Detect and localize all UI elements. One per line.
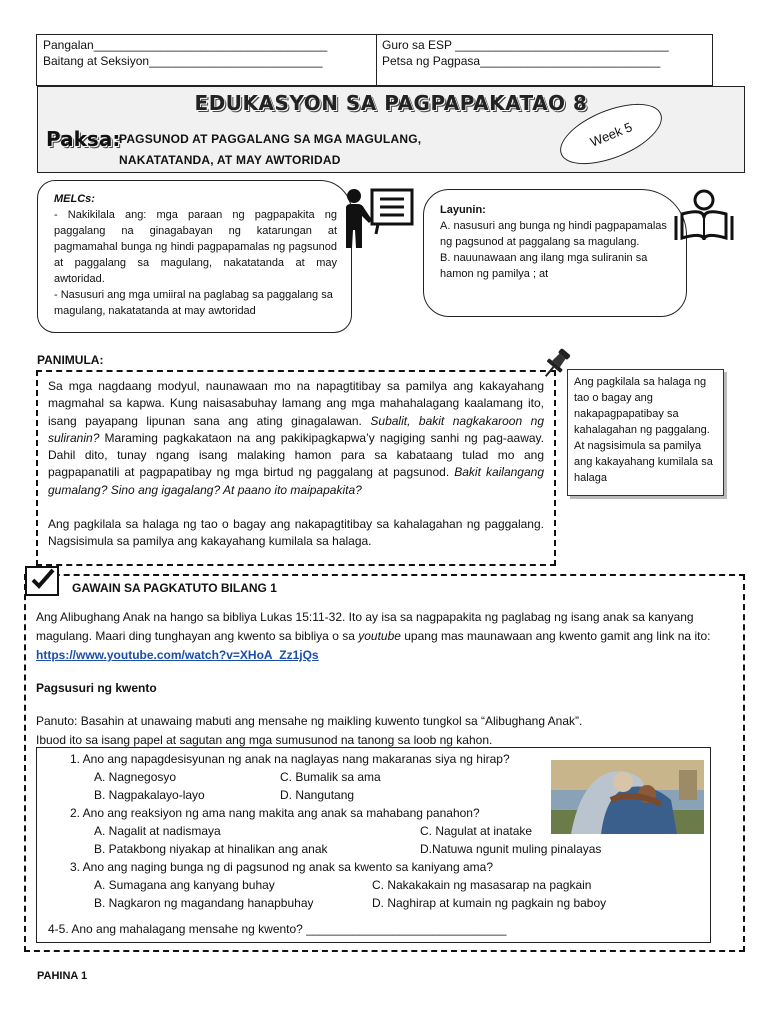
panuto-line-1: Panuto: Basahin at unawaing mabuti ang mensahe ng maikling kuwento tungkol sa “Alibughang Anak”. <box>36 714 583 728</box>
layunin-item-a: A. nasusuri ang bunga ng hindi pagpapamalas ng pagsunod at paggalang sa magulang. <box>440 220 667 248</box>
week-label: Week 5 <box>587 118 635 150</box>
question-4-5[interactable]: 4-5. Ano ang mahalagang mensahe ng kwento? ______________________________ <box>48 922 507 936</box>
petsa-field[interactable]: Petsa ng Pagpasa___________________________ <box>382 54 661 68</box>
page-title: EDUKASYON SA PAGPAPAKATAO 8 <box>194 91 588 115</box>
question-3: 3. Ano ang naging bunga ng di pagsunod ng anak sa kwento sa kaniyang ama? <box>70 860 493 874</box>
melcs-title: MELCs: <box>54 193 95 205</box>
gawain-title: GAWAIN SA PAGKATUTO BILANG 1 <box>72 581 277 595</box>
baitang-seksiyon-field[interactable]: Baitang at Seksiyon__________________________ <box>43 54 323 68</box>
question-2-option-b[interactable]: B. Patakbong niyakap at hinalikan ang anak <box>94 842 328 856</box>
paksa-line-2: NAKATATANDA, AT MAY AWTORIDAD <box>119 153 341 167</box>
panimula-label: PANIMULA: <box>37 353 104 367</box>
question-1-option-b[interactable]: B. Nagpakalayo-layo <box>94 788 205 802</box>
pangalan-field[interactable]: Pangalan___________________________________ <box>43 38 328 52</box>
page-number: PAHINA 1 <box>37 970 88 982</box>
guro-field[interactable]: Guro sa ESP ________________________________ <box>382 38 669 52</box>
layunin-box <box>423 189 687 317</box>
panimula-box <box>36 370 556 566</box>
sticky-note <box>567 369 724 496</box>
checkbox-icon <box>25 566 59 596</box>
layunin-title: Layunin: <box>440 204 486 216</box>
question-3-option-a[interactable]: A. Sumagana ang kanyang buhay <box>94 878 275 892</box>
question-3-option-d[interactable]: D. Naghirap at kumain ng pagkain ng baboy <box>372 896 607 910</box>
melcs-box <box>37 180 352 333</box>
panimula-paragraph-1: Sa mga nagdaang modyul, naunawaan mo na napagtitibay sa pamilya ang kakayahang magmahal sa kapwa. Kung naisasabuhay lamang ang mga mahahalagang kaalamang ito, isang payapang lipunan sana ang ating ginagalawan. Subalit, bakit nagkakaroon ng suliranin? Maraming pagkakataon na ang pakikipagkapwa’y nagiging sanhi ng pag-aaway. Dahil dito, tunay ngang isang malaking hamon para sa kabataang tulad mo ang pagpapanatili at pagpapatibay ng mga birtud ng paggalang at pagsunod. Bakit kailangang gumalang? Sino ang igagalang? At paano ito maipapakita? <box>48 379 545 497</box>
question-3-option-b[interactable]: B. Nagkaron ng magandang hanapbuhay <box>94 896 314 910</box>
panuto-line-2: Ibuod ito sa isang papel at sagutan ang mga sumusunod na tanong sa loob ng kahon. <box>36 733 493 747</box>
prodigal-son-illustration <box>551 760 704 834</box>
question-1: 1. Ano ang napagdesisyunan ng anak na naglayas nang makaranas siya ng hirap? <box>70 752 510 766</box>
paksa-line-1: PAGSUNOD AT PAGGALANG SA MGA MAGULANG, <box>119 132 422 146</box>
question-2-option-a[interactable]: A. Nagalit at nadismaya <box>94 824 221 838</box>
teacher-board-icon <box>342 186 416 250</box>
paksa-label: Paksa: <box>46 127 121 151</box>
question-1-option-d[interactable]: D. Nangutang <box>280 788 355 802</box>
question-1-option-c[interactable]: C. Bumalik sa ama <box>280 770 381 784</box>
melcs-item-1: - Nakikilala ang: mga paraan ng pagpapakita ng paggalang na ginagabayan ng katarungan at pagmamahal bunga ng hindi pagpapamalas ng pagsunod at paggalang sa magulang, nakatatanda at may awtoridad. <box>54 209 337 285</box>
questions-box <box>36 747 711 943</box>
panimula-paragraph-2: Ang pagkilala sa halaga ng tao o bagay ang nakapagtitibay sa kahalagahan ng paggalang. Nagsisimula sa pamilya ang kakayahang kumilala sa halaga. <box>48 517 544 549</box>
student-info-box <box>36 34 713 86</box>
info-divider <box>376 35 377 85</box>
sticky-note-text: Ang pagkilala sa halaga ng tao o bagay ang nakapagpapatibay sa kahalagahan ng paggalang. At nagsisimula sa pamilya ang kakayahang kumilala sa halaga <box>574 376 713 484</box>
layunin-item-b: B. nauunawaan ang ilang mga suliranin sa hamon ng pamilya ; at <box>440 252 648 280</box>
question-2-option-d[interactable]: D.Natuwa ngunit muling pinalayas <box>420 842 602 856</box>
gawain-intro: Ang Alibughang Anak na hango sa bibliya Lukas 15:11-32. Ito ay isa sa nagpapakita ng paglabag ng isang anak sa kanyang magulang. Maari ding tunghayan ang kwento sa bibliya o sa youtube upang mas maunawaan ang kwento gamit ang link na ito: https://www.youtube.com/watch?v=XHoA_Zz1jQs <box>36 610 711 662</box>
question-1-option-a[interactable]: A. Nagnegosyo <box>94 770 177 784</box>
question-2: 2. Ano ang reaksiyon ng ama nang makita ang anak sa mahabang panahon? <box>70 806 480 820</box>
question-3-option-c[interactable]: C. Nakakakain ng masasarap na pagkain <box>372 878 592 892</box>
melcs-item-2: - Nasusuri ang mga umiiral na paglabag sa paggalang sa magulang, nakatatanda at may awtoridad <box>54 289 333 317</box>
pagsusuri-heading: Pagsusuri ng kwento <box>36 681 157 695</box>
youtube-link[interactable]: https://www.youtube.com/watch?v=XHoA_Zz1jQs <box>36 648 319 662</box>
question-2-option-c[interactable]: C. Nagulat at inatake <box>420 824 533 838</box>
reading-person-icon <box>672 188 736 244</box>
